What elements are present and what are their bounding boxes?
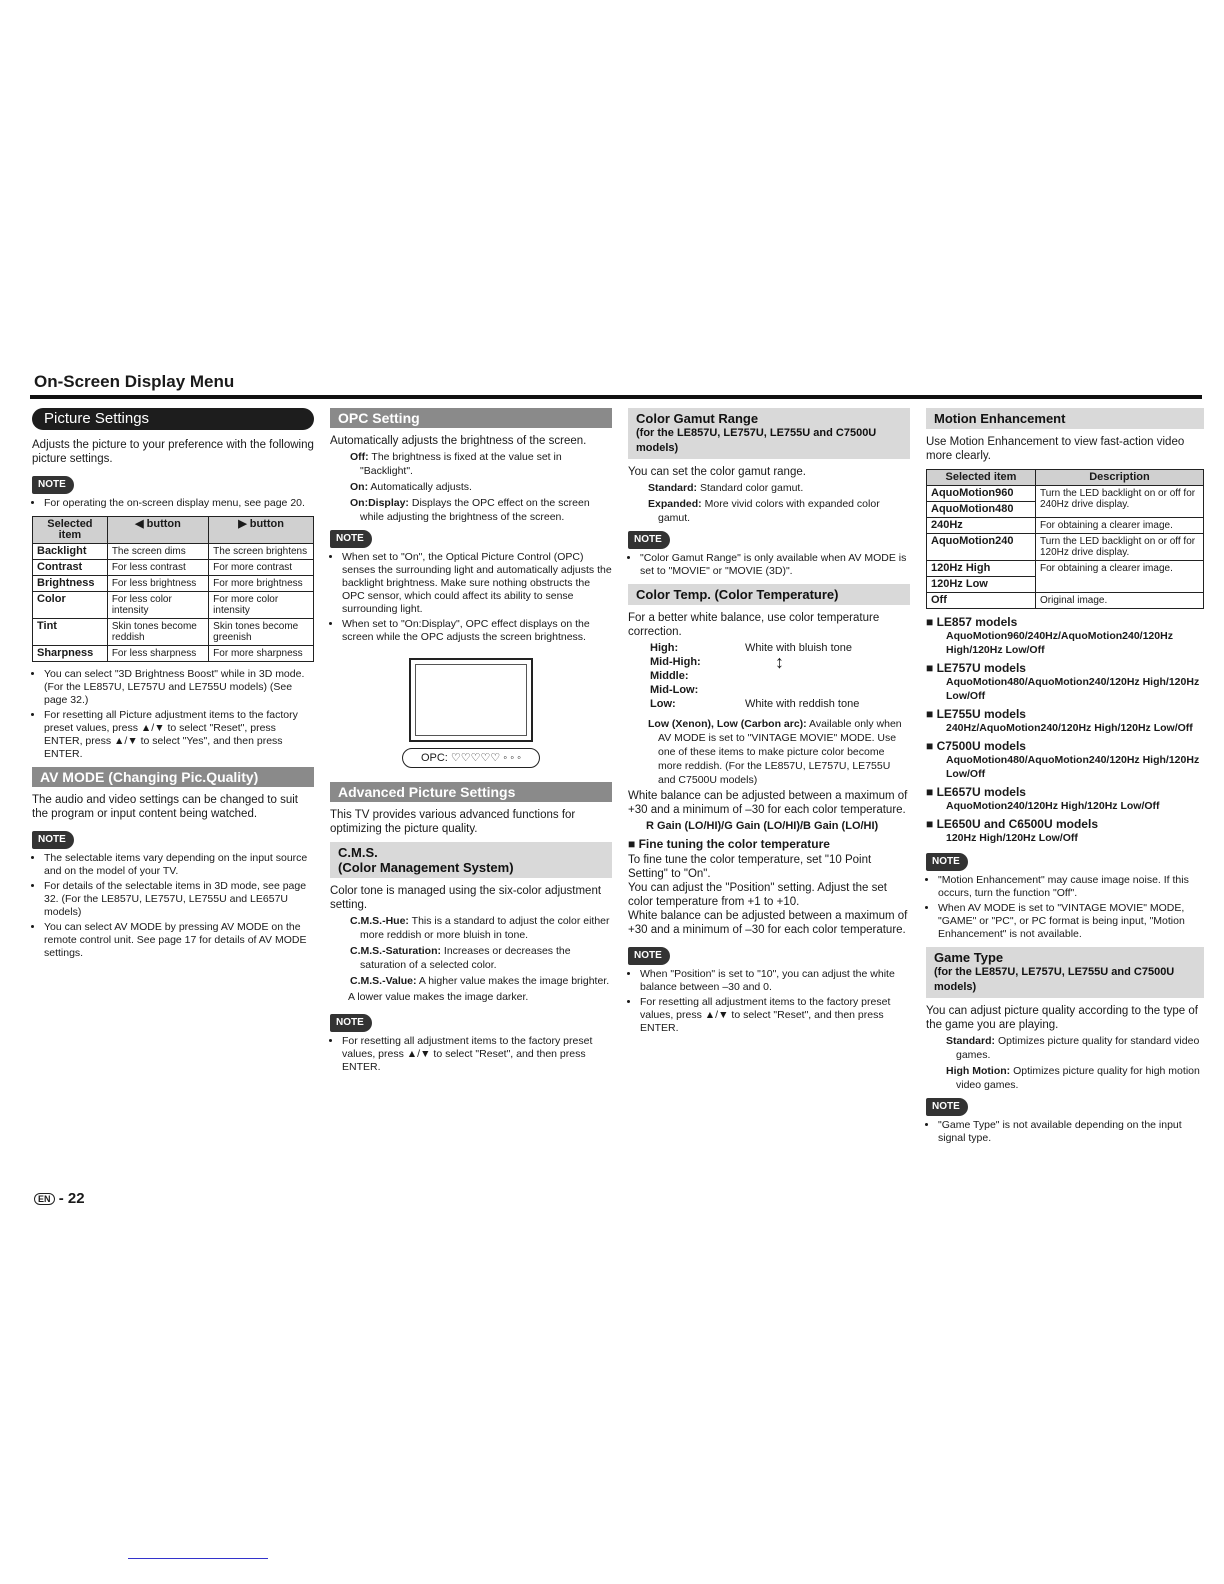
list-item: • You can select "3D Brightness Boost" while in 3D mode. (For the LE857U, LE757U and LE755U models) (See page 32.) (44, 668, 314, 707)
note-badge: NOTE (330, 1014, 372, 1032)
list-item: • When AV MODE is set to "VINTAGE MOVIE" MODE, "GAME" or "PC", or PC format is being input, "Motion Enhancement" is not available. (938, 902, 1204, 941)
list-item: • When "Position" is set to "10", you can adjust the white balance between –30 and 0. (640, 968, 910, 994)
desc: Increases or decreases the saturation of a selected color. (360, 945, 571, 971)
colortemp-intro: For a better white balance, use color temperature correction. (628, 612, 880, 638)
list-item: • When set to "On", the Optical Picture Control (OPC) senses the surrounding light and automatically adjusts the backlight brightness. Make sure nothing obstructs the OPC sensor, which could affect its ability to sense surrounding light. (342, 551, 612, 616)
list-item: • For resetting all adjustment items to the factory preset values, press ▲/▼ to select "Reset", and then press ENTER. (342, 1035, 612, 1074)
model-values: AquoMotion480/AquoMotion240/120Hz High/120Hz Low/Off (946, 754, 1200, 780)
tv-screen (415, 664, 527, 736)
note-badge: NOTE (926, 1098, 968, 1116)
colortemp-bullets (628, 968, 910, 1035)
bottom-line (128, 1558, 268, 1559)
model-values: 240Hz/AquoMotion240/120Hz High/120Hz Low/Off (946, 722, 1193, 734)
desc: Automatically adjusts. (370, 481, 472, 493)
advanced-intro: This TV provides various advanced functions for optimizing the picture quality. (330, 809, 576, 835)
game-item (926, 1034, 1204, 1062)
column-3 (628, 408, 910, 1041)
updown-arrow-icon: ↕ (775, 652, 784, 672)
table-cell: Turn the LED backlight on or off for 120Hz drive display. (1036, 534, 1204, 561)
list-item: • "Motion Enhancement" may cause image noise. If this occurs, turn the function "Off". (938, 874, 1204, 900)
table-row (927, 593, 1204, 609)
note-badge: NOTE (628, 947, 670, 965)
cms-heading (330, 842, 612, 878)
picture-note-list (32, 497, 314, 510)
list-item: • For details of the selectable items in 3D mode, see page 32. (For the LE857U, LE757U, LE755U and LE657U models) (44, 880, 314, 919)
note-badge: NOTE (926, 853, 968, 871)
advanced-heading: Advanced Picture Settings (330, 782, 612, 802)
level-label: Middle: (650, 670, 689, 682)
term: Expanded: (648, 498, 702, 510)
xenon-item (628, 717, 910, 787)
opc-heading: OPC Setting (330, 408, 612, 428)
cms-item (330, 944, 612, 972)
cms-item (330, 974, 612, 988)
table-cell: 240Hz (927, 518, 1036, 534)
list-item: • "Color Gamut Range" is only available when AV MODE is set to "MOVIE" or "MOVIE (3D)". (640, 552, 910, 578)
picture-settings-heading: Picture Settings (32, 408, 314, 430)
list-item: • For resetting all Picture adjustment items to the factory preset values, press ▲/▼ to select "Reset", press ENTER, press ▲/▼ to select "Yes", and then press ENTER. (44, 709, 314, 761)
column-4 (926, 408, 1204, 1151)
desc: Optimizes picture quality for standard video games. (956, 1035, 1200, 1061)
table-header: ▶ button (209, 517, 314, 544)
table-header: Description (1036, 470, 1204, 486)
table-cell: Off (927, 593, 1036, 609)
gamut-bullets (628, 552, 910, 578)
colortemp-balance: White balance can be adjusted between a maximum of +30 and a minimum of –30 for each color temperature. (628, 790, 908, 816)
motion-table (926, 469, 1204, 609)
opc-item (330, 450, 612, 478)
note-badge: NOTE (628, 531, 670, 549)
table-row (927, 561, 1204, 577)
model-values: AquoMotion480/AquoMotion240/120Hz High/120Hz Low/Off (946, 676, 1200, 702)
table-cell: AquoMotion480 (927, 502, 1036, 518)
picture-note-item: • For operating the on-screen display menu, see page 20. (44, 497, 314, 510)
table-cell: For less color intensity (107, 592, 208, 619)
model-values: 120Hz High/120Hz Low/Off (946, 832, 1078, 844)
advanced-bullets (330, 1035, 612, 1074)
level-label: Mid-High: (650, 656, 701, 668)
motion-heading: Motion Enhancement (926, 408, 1204, 429)
table-header: Selected item (927, 470, 1036, 486)
model-values: AquoMotion240/120Hz High/120Hz Low/Off (946, 800, 1160, 812)
title-rule (30, 395, 1202, 399)
gain-label: R Gain (LO/HI)/G Gain (LO/HI)/B Gain (LO/HI) (646, 820, 879, 832)
table-cell: Tint (33, 619, 108, 646)
desc: Optimizes picture quality for high motion video games. (956, 1065, 1200, 1091)
table-cell: Color (33, 592, 108, 619)
desc: The brightness is fixed at the value set in "Backlight". (360, 451, 562, 477)
model-name: ■ LE757U models (926, 661, 1204, 675)
table-row (33, 646, 314, 662)
term: C.M.S.-Hue: (350, 915, 409, 927)
level-label: Mid-Low: (650, 684, 699, 696)
table-cell: Skin tones become greenish (209, 619, 314, 646)
column-2 (330, 408, 612, 1080)
table-row (927, 518, 1204, 534)
av-mode-intro: The audio and video settings can be changed to suit the program or input content being watched. (32, 794, 298, 820)
gamut-intro: You can set the color gamut range. (628, 466, 806, 478)
av-mode-bullets (32, 852, 314, 960)
fine-text: To fine tune the color temperature, set "10 Point Setting" to "On". (628, 854, 872, 880)
table-header: ◀ button (107, 517, 208, 544)
term: Off: (350, 451, 369, 463)
table-cell: For more color intensity (209, 592, 314, 619)
table-cell: Brightness (33, 576, 108, 592)
fine-text: You can adjust the "Position" setting. Adjust the set color temperature from +1 to +10. (628, 882, 887, 908)
term: High Motion: (946, 1065, 1011, 1077)
level-label: Low: (650, 698, 676, 710)
table-cell: 120Hz Low (927, 577, 1036, 593)
note-badge: NOTE (32, 476, 74, 494)
gamut-heading-1: Color Gamut Range (636, 411, 759, 426)
table-header-row (33, 517, 314, 544)
fine-heading: ■ Fine tuning the color temperature (628, 837, 910, 851)
av-mode-heading: AV MODE (Changing Pic.Quality) (32, 767, 314, 787)
table-row (33, 592, 314, 619)
table-header-row (927, 470, 1204, 486)
column-1 (32, 408, 314, 966)
game-item (926, 1064, 1204, 1092)
colortemp-heading: Color Temp. (Color Temperature) (628, 584, 910, 605)
game-heading-1: Game Type (934, 950, 1004, 965)
term: C.M.S.-Saturation: (350, 945, 441, 957)
table-cell: For more brightness (209, 576, 314, 592)
table-cell: Backlight (33, 544, 108, 560)
model-name: ■ LE755U models (926, 707, 1204, 721)
term: Low (Xenon), Low (Carbon arc): (648, 718, 807, 730)
table-row (33, 560, 314, 576)
term: Standard: (946, 1035, 996, 1047)
table-cell: For more sharpness (209, 646, 314, 662)
table-cell: For less brightness (107, 576, 208, 592)
page-title: On-Screen Display Menu (34, 372, 235, 391)
cms-heading-1: C.M.S. (338, 845, 378, 860)
table-cell: For less sharpness (107, 646, 208, 662)
fine-text: White balance can be adjusted between a maximum of +30 and a minimum of –30 for each color temperature. (628, 910, 908, 936)
gamut-heading (628, 408, 910, 459)
level-label: High: (650, 642, 679, 654)
table-cell: AquoMotion240 (927, 534, 1036, 561)
table-cell: Contrast (33, 560, 108, 576)
note-badge: NOTE (32, 831, 74, 849)
model-name: ■ LE657U models (926, 785, 1204, 799)
picture-settings-intro: Adjusts the picture to your preference with the following picture settings. (32, 439, 314, 465)
list-item: • When set to "On:Display", OPC effect displays on the screen while the OPC adjusts the screen brightness. (342, 618, 612, 644)
table-row (33, 619, 314, 646)
list-item: • "Game Type" is not available depending on the input signal type. (938, 1119, 1204, 1145)
desc: A higher value makes the image brighter. (418, 975, 610, 987)
table-cell: Sharpness (33, 646, 108, 662)
game-bullets (926, 1119, 1204, 1145)
desc: Available only when AV MODE is set to "VINTAGE MOVIE" MODE. Use one of these items to make picture color become more reddish. (For the LE857U, LE757U, LE755U and C7500U models) (658, 718, 902, 786)
list-item: • The selectable items vary depending on the input source and on the model of your TV. (44, 852, 314, 878)
table-cell: The screen brightens (209, 544, 314, 560)
cms-heading-2: (Color Management System) (338, 860, 514, 875)
note-badge: NOTE (330, 530, 372, 548)
term: On:Display: (350, 497, 409, 509)
table-cell: For obtaining a clearer image. (1036, 561, 1204, 593)
term: C.M.S.-Value: (350, 975, 417, 987)
motion-bullets (926, 874, 1204, 941)
table-cell: The screen dims (107, 544, 208, 560)
gamut-heading-2: (for the LE857U, LE757U, LE755U and C7500U models) (636, 427, 877, 454)
cms-value-extra: A lower value makes the image darker. (348, 991, 529, 1003)
opc-bullets (330, 551, 612, 644)
picture-settings-table (32, 516, 314, 662)
term: On: (350, 481, 369, 493)
table-cell: For more contrast (209, 560, 314, 576)
table-cell: Original image. (1036, 593, 1204, 609)
cms-intro: Color tone is managed using the six-color adjustment setting. (330, 885, 602, 911)
opc-item (330, 480, 612, 494)
table-cell: For less contrast (107, 560, 208, 576)
table-row (33, 544, 314, 560)
colortemp-levels (628, 641, 910, 711)
game-heading-2: (for the LE857U, LE757U, LE755U and C7500U models) (934, 966, 1175, 993)
gamut-item (628, 481, 910, 495)
opc-intro: Automatically adjusts the brightness of the screen. (330, 435, 587, 447)
opc-indicator: OPC: ♡♡♡♡♡ ◦ ◦ ◦ (402, 748, 540, 768)
model-name: ■ C7500U models (926, 739, 1204, 753)
language-badge: EN (34, 1193, 55, 1205)
model-name: ■ LE650U and C6500U models (926, 817, 1204, 831)
table-header: Selected item (33, 517, 108, 544)
level-desc: White with bluish tone (745, 642, 852, 654)
tv-illustration-icon (409, 658, 533, 742)
page-number: 22 (67, 1190, 85, 1207)
model-name: ■ LE857 models (926, 615, 1204, 629)
desc: Displays the OPC effect on the screen while adjusting the brightness of the screen. (360, 497, 590, 523)
list-item: • For resetting all adjustment items to the factory preset values, press ▲/▼ to select "Reset", and then press ENTER. (640, 996, 910, 1035)
game-heading (926, 947, 1204, 998)
page-footer: EN - 22 (34, 1190, 85, 1207)
motion-intro: Use Motion Enhancement to view fast-action video more clearly. (926, 436, 1185, 462)
game-intro: You can adjust picture quality according to the type of the game you are playing. (926, 1005, 1198, 1031)
desc: Standard color gamut. (699, 482, 804, 494)
opc-item (330, 496, 612, 524)
cms-item (330, 914, 612, 942)
desc: More vivid colors with expanded color gamut. (658, 498, 880, 524)
table-cell: 120Hz High (927, 561, 1036, 577)
table-cell: For obtaining a clearer image. (1036, 518, 1204, 534)
table-row (927, 486, 1204, 502)
table-row (33, 576, 314, 592)
term: Standard: (648, 482, 698, 494)
model-values: AquoMotion960/240Hz/AquoMotion240/120Hz High/120Hz Low/Off (946, 630, 1173, 656)
table-row (927, 534, 1204, 561)
desc: This is a standard to adjust the color either more reddish or more bluish in tone. (360, 915, 610, 941)
table-cell: AquoMotion960 (927, 486, 1036, 502)
table-cell: Turn the LED backlight on or off for 240Hz drive display. (1036, 486, 1204, 518)
gamut-item (628, 497, 910, 525)
table-cell: Skin tones become reddish (107, 619, 208, 646)
picture-bullets (32, 668, 314, 761)
level-desc: White with reddish tone (745, 698, 860, 710)
list-item: • You can select AV MODE by pressing AV MODE on the remote control unit. See page 17 for details of AV MODE settings. (44, 921, 314, 960)
